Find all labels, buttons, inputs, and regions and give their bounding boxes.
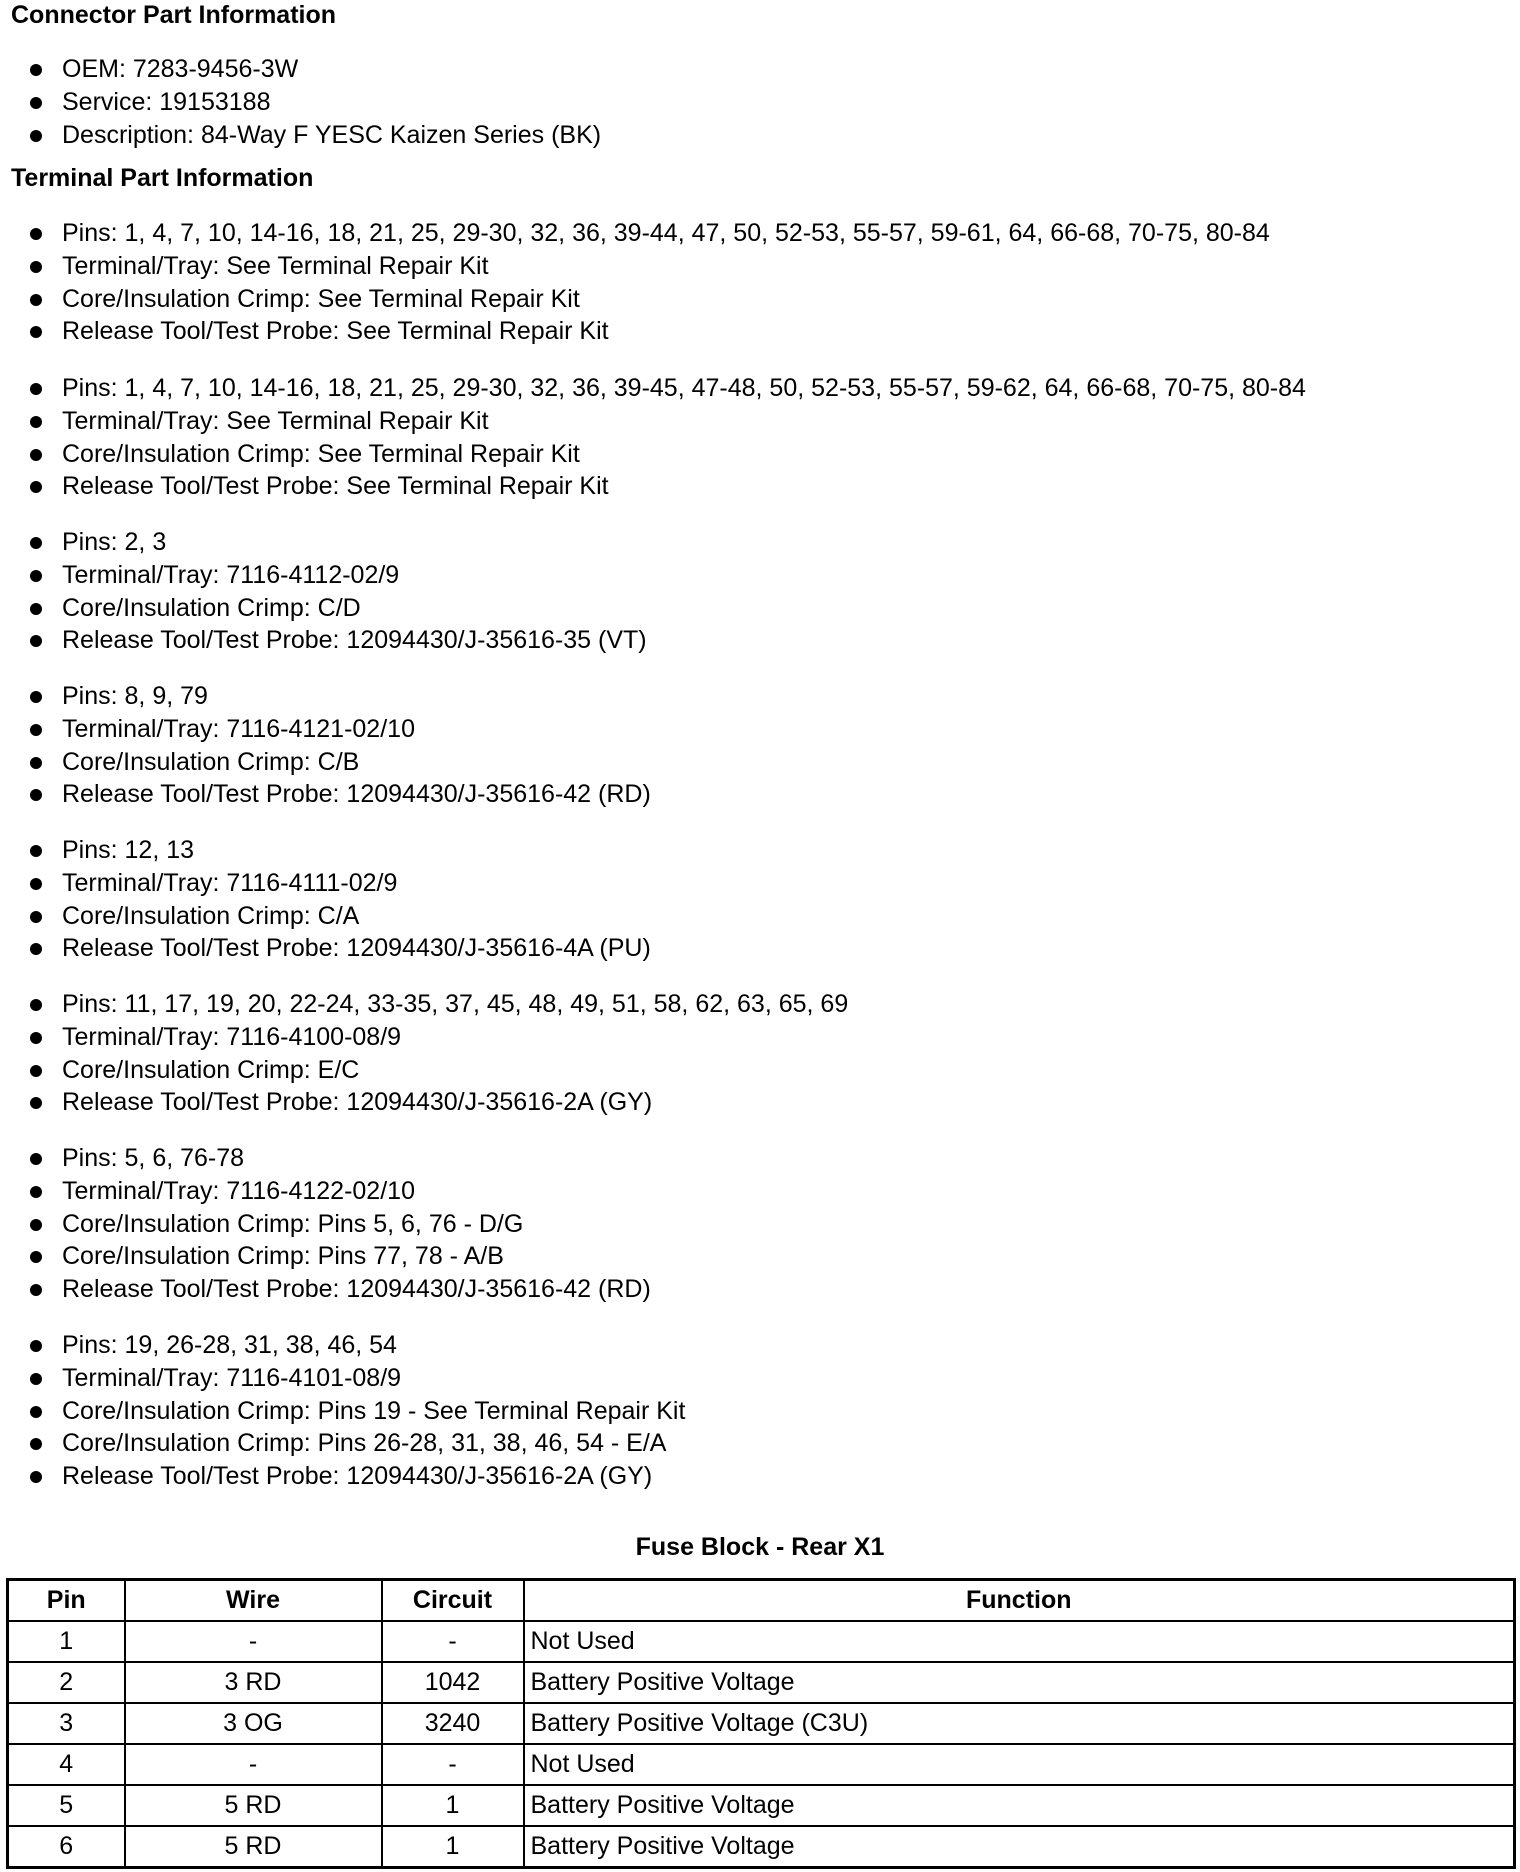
list-item: Description: 84-Way F YESC Kaizen Series (BK)	[30, 119, 601, 152]
bullet-icon	[30, 1065, 42, 1077]
list-item: Service: 19153188	[30, 86, 601, 119]
table-row	[8, 1744, 1515, 1785]
list-item: Terminal/Tray: See Terminal Repair Kit	[30, 405, 1306, 438]
cell-circuit: 1	[382, 1785, 524, 1826]
bullet-icon	[30, 1153, 42, 1165]
bullet-icon	[30, 1219, 42, 1231]
cell-circuit: -	[382, 1621, 524, 1662]
bullet-icon	[30, 789, 42, 801]
table-row	[8, 1621, 1515, 1662]
list-item: Core/Insulation Crimp: C/B	[30, 746, 651, 779]
bullet-icon	[30, 1251, 42, 1263]
bullet-icon	[30, 691, 42, 703]
list-item: Release Tool/Test Probe: See Terminal Repair Kit	[30, 470, 1306, 503]
cell-pin: 2	[8, 1662, 125, 1703]
terminal-group-4	[30, 680, 651, 811]
terminal-group-7	[30, 1142, 651, 1306]
bullet-icon	[30, 911, 42, 923]
cell-function: Battery Positive Voltage	[524, 1662, 1515, 1703]
list-item: Pins: 2, 3	[30, 526, 647, 559]
list-item: Pins: 5, 6, 76-78	[30, 1142, 651, 1175]
cell-function: Not Used	[524, 1621, 1515, 1662]
list-item: Pins: 12, 13	[30, 834, 651, 867]
list-item: Release Tool/Test Probe: 12094430/J-35616-2A (GY)	[30, 1086, 848, 1119]
list-item: Pins: 11, 17, 19, 20, 22-24, 33-35, 37, 45, 48, 49, 51, 58, 62, 63, 65, 69	[30, 988, 848, 1021]
cell-pin: 6	[8, 1826, 125, 1868]
bullet-icon	[30, 294, 42, 306]
cell-pin: 1	[8, 1621, 125, 1662]
bullet-icon	[30, 326, 42, 338]
table-header-row	[8, 1580, 1515, 1622]
bullet-icon	[30, 1284, 42, 1296]
bullet-icon	[30, 603, 42, 615]
connector-part-info-heading: Connector Part Information	[11, 1, 337, 29]
terminal-group-2	[30, 372, 1306, 503]
list-item: Terminal/Tray: 7116-4100-08/9	[30, 1021, 848, 1054]
table-row	[8, 1662, 1515, 1703]
terminal-group-5	[30, 834, 651, 965]
terminal-part-info-heading: Terminal Part Information	[11, 164, 314, 192]
list-item: Core/Insulation Crimp: Pins 77, 78 - A/B	[30, 1240, 651, 1273]
cell-wire: -	[125, 1744, 382, 1785]
cell-function: Not Used	[524, 1744, 1515, 1785]
cell-wire: 3 OG	[125, 1703, 382, 1744]
list-item: Release Tool/Test Probe: 12094430/J-35616-4A (PU)	[30, 932, 651, 965]
list-item: Core/Insulation Crimp: Pins 19 - See Terminal Repair Kit	[30, 1395, 685, 1428]
list-item: Core/Insulation Crimp: E/C	[30, 1054, 848, 1087]
cell-wire: -	[125, 1621, 382, 1662]
list-item: Core/Insulation Crimp: Pins 26-28, 31, 38, 46, 54 - E/A	[30, 1427, 685, 1460]
bullet-icon	[30, 635, 42, 647]
list-item: Release Tool/Test Probe: See Terminal Repair Kit	[30, 315, 1270, 348]
bullet-icon	[30, 64, 42, 76]
connector-part-info-list	[30, 53, 601, 151]
bullet-icon	[30, 1340, 42, 1352]
terminal-group-3	[30, 526, 647, 657]
list-item: Terminal/Tray: 7116-4101-08/9	[30, 1362, 685, 1395]
cell-wire: 3 RD	[125, 1662, 382, 1703]
cell-circuit: 3240	[382, 1703, 524, 1744]
bullet-icon	[30, 449, 42, 461]
cell-circuit: 1042	[382, 1662, 524, 1703]
list-item: Core/Insulation Crimp: See Terminal Repair Kit	[30, 283, 1270, 316]
bullet-icon	[30, 130, 42, 142]
list-item: Core/Insulation Crimp: C/A	[30, 900, 651, 933]
bullet-icon	[30, 416, 42, 428]
list-item: Terminal/Tray: See Terminal Repair Kit	[30, 250, 1270, 283]
bullet-icon	[30, 97, 42, 109]
bullet-icon	[30, 878, 42, 890]
bullet-icon	[30, 537, 42, 549]
list-item: Pins: 1, 4, 7, 10, 14-16, 18, 21, 25, 29-30, 32, 36, 39-44, 47, 50, 52-53, 55-57, 59-61, 64, 66-68, 70-75, 80-84	[30, 217, 1270, 250]
list-item: Pins: 1, 4, 7, 10, 14-16, 18, 21, 25, 29-30, 32, 36, 39-45, 47-48, 50, 52-53, 55-57, 59-62, 64, 66-68, 70-75, 80-84	[30, 372, 1306, 405]
cell-circuit: -	[382, 1744, 524, 1785]
cell-function: Battery Positive Voltage	[524, 1785, 1515, 1826]
bullet-icon	[30, 757, 42, 769]
bullet-icon	[30, 1438, 42, 1450]
bullet-icon	[30, 943, 42, 955]
bullet-icon	[30, 1097, 42, 1109]
list-item: Core/Insulation Crimp: See Terminal Repair Kit	[30, 438, 1306, 471]
list-item: Pins: 19, 26-28, 31, 38, 46, 54	[30, 1329, 685, 1362]
bullet-icon	[30, 724, 42, 736]
list-item: Terminal/Tray: 7116-4111-02/9	[30, 867, 651, 900]
bullet-icon	[30, 481, 42, 493]
table-row	[8, 1785, 1515, 1826]
terminal-group-8	[30, 1329, 685, 1493]
cell-circuit: 1	[382, 1826, 524, 1868]
cell-wire: 5 RD	[125, 1785, 382, 1826]
table-row	[8, 1826, 1515, 1868]
cell-pin: 4	[8, 1744, 125, 1785]
bullet-icon	[30, 383, 42, 395]
bullet-icon	[30, 1406, 42, 1418]
column-header-wire: Wire	[125, 1580, 382, 1622]
bullet-icon	[30, 1032, 42, 1044]
list-item: Release Tool/Test Probe: 12094430/J-35616-2A (GY)	[30, 1460, 685, 1493]
bullet-icon	[30, 570, 42, 582]
list-item: Core/Insulation Crimp: Pins 5, 6, 76 - D/G	[30, 1208, 651, 1241]
table-row	[8, 1703, 1515, 1744]
cell-wire: 5 RD	[125, 1826, 382, 1868]
bullet-icon	[30, 1373, 42, 1385]
terminal-group-6	[30, 988, 848, 1119]
list-item: Terminal/Tray: 7116-4112-02/9	[30, 559, 647, 592]
terminal-group-1	[30, 217, 1270, 348]
column-header-circuit: Circuit	[382, 1580, 524, 1622]
list-item: Terminal/Tray: 7116-4121-02/10	[30, 713, 651, 746]
column-header-pin: Pin	[8, 1580, 125, 1622]
list-item: Pins: 8, 9, 79	[30, 680, 651, 713]
bullet-icon	[30, 1471, 42, 1483]
list-item: OEM: 7283-9456-3W	[30, 53, 601, 86]
list-item: Core/Insulation Crimp: C/D	[30, 592, 647, 625]
bullet-icon	[30, 999, 42, 1011]
list-item: Release Tool/Test Probe: 12094430/J-35616-42 (RD)	[30, 1273, 651, 1306]
list-item: Terminal/Tray: 7116-4122-02/10	[30, 1175, 651, 1208]
column-header-function: Function	[524, 1580, 1515, 1622]
bullet-icon	[30, 845, 42, 857]
cell-pin: 5	[8, 1785, 125, 1826]
fuse-block-pin-table	[6, 1578, 1516, 1869]
bullet-icon	[30, 261, 42, 273]
bullet-icon	[30, 228, 42, 240]
bullet-icon	[30, 1186, 42, 1198]
cell-function: Battery Positive Voltage	[524, 1826, 1515, 1868]
cell-pin: 3	[8, 1703, 125, 1744]
cell-function: Battery Positive Voltage (C3U)	[524, 1703, 1515, 1744]
list-item: Release Tool/Test Probe: 12094430/J-35616-42 (RD)	[30, 778, 651, 811]
list-item: Release Tool/Test Probe: 12094430/J-35616-35 (VT)	[30, 624, 647, 657]
fuse-block-title: Fuse Block - Rear X1	[635, 1533, 885, 1561]
